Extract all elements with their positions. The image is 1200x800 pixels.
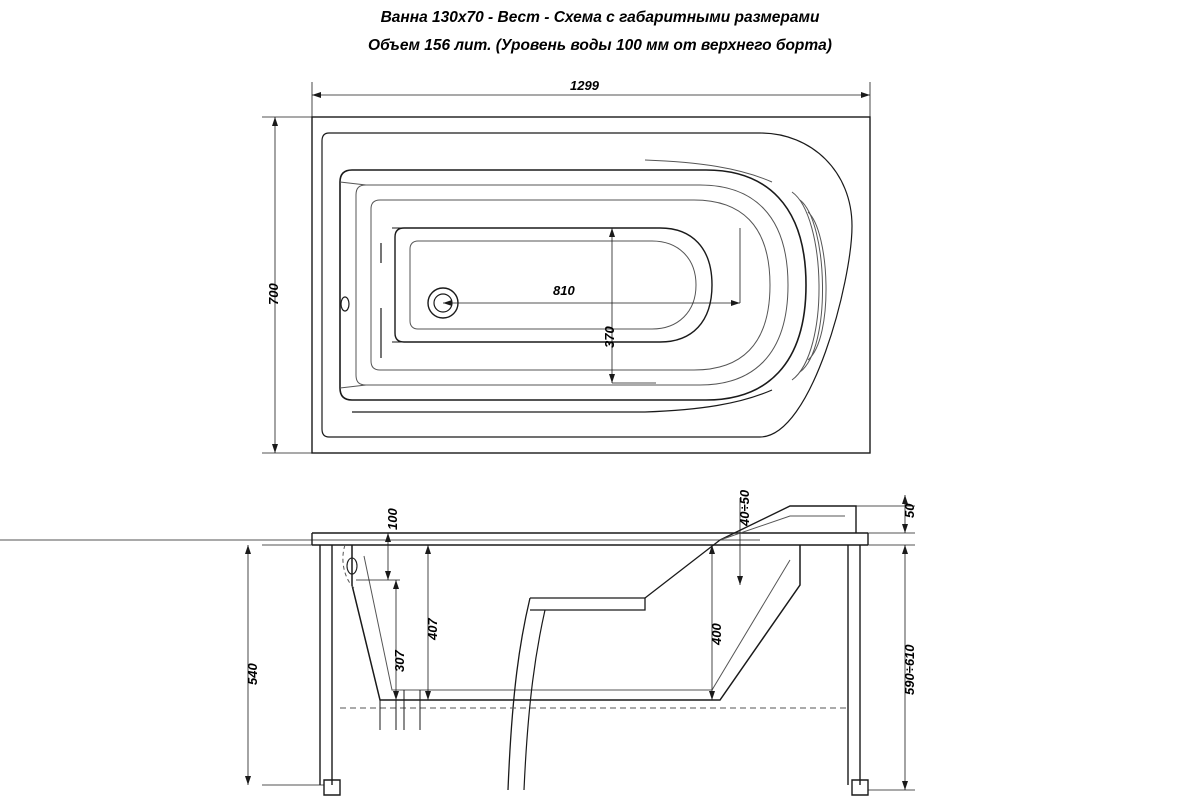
arrow-bottom-590610 <box>902 781 908 790</box>
arrow-bottom-400 <box>709 691 715 700</box>
arrow-bottom-407 <box>425 691 431 700</box>
slope-to-rim <box>645 540 720 598</box>
arrow-top-100 <box>385 533 391 542</box>
dim-label-50: 50 <box>902 503 917 518</box>
lower-seam <box>645 390 772 412</box>
dim-label-370: 370 <box>602 326 617 348</box>
arrow-top-370 <box>609 228 615 237</box>
arrow-bottom-700 <box>272 444 278 453</box>
arrow-top-700 <box>272 117 278 126</box>
dim-label-1299: 1299 <box>570 78 599 93</box>
dim-label-100: 100 <box>385 508 400 530</box>
dim-label-700: 700 <box>266 283 281 305</box>
seam-lines <box>340 182 366 388</box>
arrow-bottom-50 <box>902 524 908 533</box>
front-curve-1 <box>508 598 530 790</box>
seat-ledge <box>530 598 645 610</box>
arrow-bottom-100 <box>385 571 391 580</box>
arrow-top-540 <box>245 545 251 554</box>
leg-bracket-left <box>380 700 396 730</box>
arrow-top-400 <box>709 545 715 554</box>
arrow-bottom-4050 <box>737 576 743 585</box>
overflow-pipe <box>343 545 356 590</box>
overflow-hole <box>341 297 349 311</box>
top-view-group <box>312 117 870 453</box>
dim-label-307: 307 <box>392 650 407 672</box>
arrow-left-1299 <box>312 92 321 98</box>
arrow-right-1299 <box>861 92 870 98</box>
top-view-dimensions <box>262 82 870 453</box>
dim-label-810: 810 <box>553 283 575 298</box>
arrow-top-307 <box>393 580 399 589</box>
arrow-left-810 <box>443 300 452 306</box>
arrow-right-810 <box>731 300 740 306</box>
arrow-top-590610 <box>902 545 908 554</box>
arrow-bottom-307 <box>393 691 399 700</box>
leg-bracket-left-2 <box>404 690 420 730</box>
front-view-dimensions <box>0 495 915 790</box>
dim-label-407: 407 <box>425 618 440 640</box>
drawing-title-line2: Объем 156 лит. (Уровень воды 100 мм от верхнего борта) <box>368 37 832 54</box>
tub-rim-inner <box>322 133 852 437</box>
dim-label-590610: 590÷610 <box>902 644 917 695</box>
dim-label-4050: 40÷50 <box>737 489 752 526</box>
arrow-bottom-370 <box>609 374 615 383</box>
tub-profile-front <box>352 545 800 700</box>
arrow-top-407 <box>425 545 431 554</box>
dim-label-540: 540 <box>245 663 260 685</box>
drawing-title-line1: Ванна 130х70 - Вест - Схема с габаритными размерами <box>380 9 820 26</box>
arrow-bottom-540 <box>245 776 251 785</box>
dim-label-400: 400 <box>709 623 724 645</box>
